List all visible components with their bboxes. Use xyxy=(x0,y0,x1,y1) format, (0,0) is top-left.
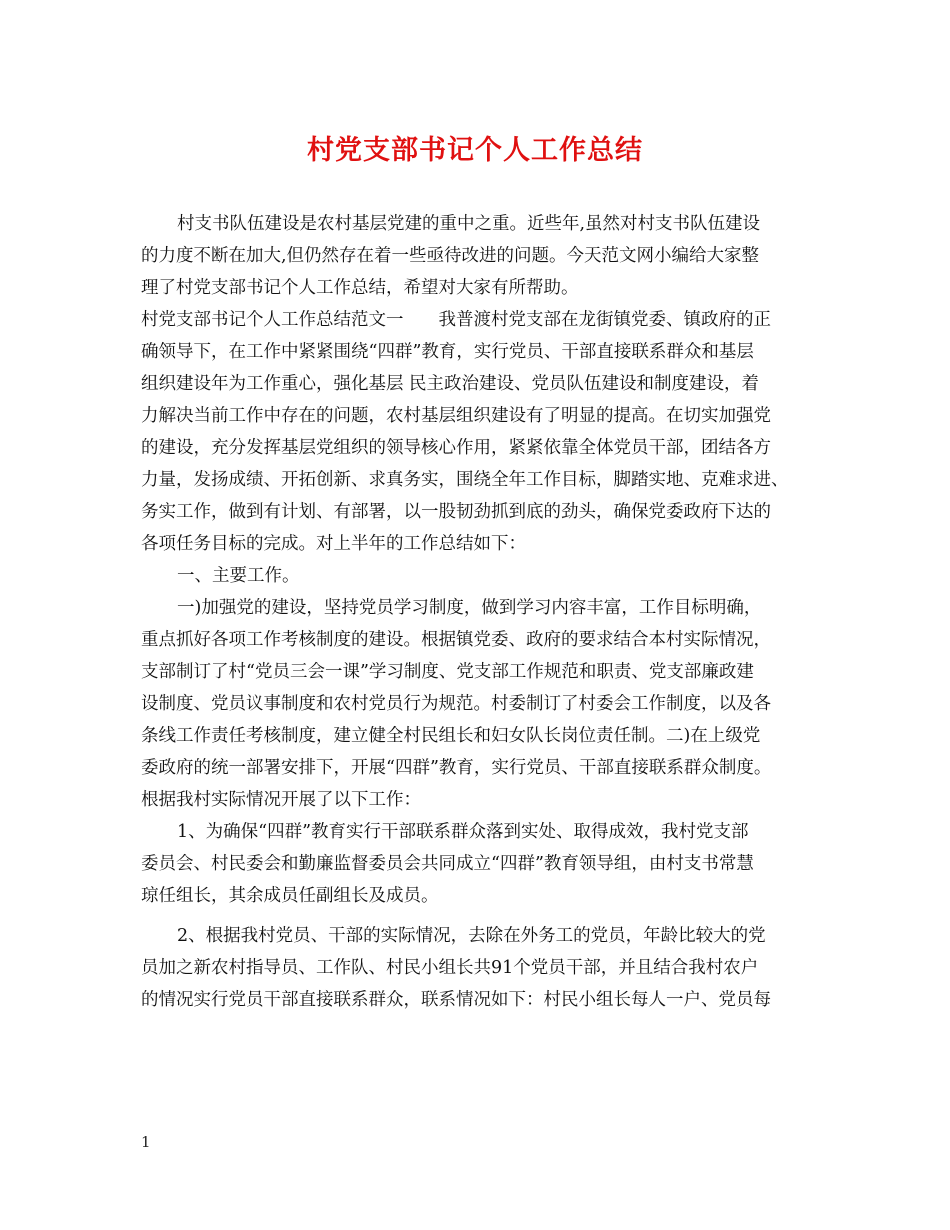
text-line: 委政府的统一部署安排下，开展“四群”教育，实行党员、干部直接联系群众制度。 xyxy=(141,758,772,778)
text-line: 1、为确保“四群”教育实行干部联系群众落到实处、取得成效，我村党支部 xyxy=(177,822,749,842)
text-line: 重点抓好各项工作考核制度的建设。根据镇党委、政府的要求结合本村实际情况， xyxy=(141,630,771,650)
text-line: 村党支部书记个人工作总结范文一 我普渡村党支部在龙街镇党委、镇政府的正 xyxy=(141,310,771,330)
text-line: 2、根据我村党员、干部的实际情况，去除在外务工的党员，年龄比较大的党 xyxy=(177,926,766,946)
text-line: 支部制订了村“党员三会一课”学习制度、党支部工作规范和职责、党支部廉政建 xyxy=(141,662,754,682)
text-line: 力解决当前工作中存在的问题，农村基层组织建设有了明显的提高。在切实加强党 xyxy=(141,406,771,426)
text-line: 的力度不断在加大,但仍然存在着一些亟待改进的问题。今天范文网小编给大家整 xyxy=(141,246,760,266)
text-line: 务实工作，做到有计划、有部署，以一股韧劲抓到底的劲头，确保党委政府下达的 xyxy=(141,502,771,522)
text-line: 条线工作责任考核制度，建立健全村民组长和妇女队长岗位责任制。二)在上级党 xyxy=(141,726,761,746)
text-line: 力量，发扬成绩、开拓创新、求真务实，围绕全年工作目标，脚踏实地、克难求进、 xyxy=(141,470,789,490)
text-line: 的情况实行党员干部直接联系群众，联系情况如下：村民小组长每人一户、党员每 xyxy=(141,990,771,1010)
paragraph-gap xyxy=(141,912,831,920)
text-line: 员加之新农村指导员、工作队、村民小组长共91个党员干部，并且结合我村农户 xyxy=(141,958,759,978)
text-line: 村支书队伍建设是农村基层党建的重中之重。近些年,虽然对村支书队伍建设 xyxy=(177,214,761,234)
text-line: 一、主要工作。 xyxy=(177,566,300,586)
text-line: 设制度、党员议事制度和农村党员行为规范。村委制订了村委会工作制度，以及各 xyxy=(141,694,771,714)
document-title: 村党支部书记个人工作总结 xyxy=(307,135,643,166)
text-line: 确领导下，在工作中紧紧围绕“四群”教育，实行党员、干部直接联系群众和基层 xyxy=(141,342,754,362)
text-line: 组织建设年为工作重心，强化基层 民主政治建设、党员队伍建设和制度建设，着 xyxy=(141,374,760,394)
page-number: 1 xyxy=(141,1133,151,1151)
text-line: 琼任组长，其余成员任副组长及成员。 xyxy=(141,886,439,906)
document-body xyxy=(141,208,831,1016)
text-line: 委员会、村民委会和勤廉监督委员会共同成立“四群”教育领导组，由村支书常慧 xyxy=(141,854,754,874)
text-line: 各项任务目标的完成。对上半年的工作总结如下： xyxy=(141,534,526,554)
text-line: 一)加强党的建设，坚持党员学习制度，做到学习内容丰富，工作目标明确， xyxy=(177,598,762,618)
text-line: 理了村党支部书记个人工作总结，希望对大家有所帮助。 xyxy=(141,278,579,298)
text-line: 的建设，充分发挥基层党组织的领导核心作用，紧紧依靠全体党员干部，团结各方 xyxy=(141,438,771,458)
text-line: 根据我村实际情况开展了以下工作： xyxy=(141,790,421,810)
